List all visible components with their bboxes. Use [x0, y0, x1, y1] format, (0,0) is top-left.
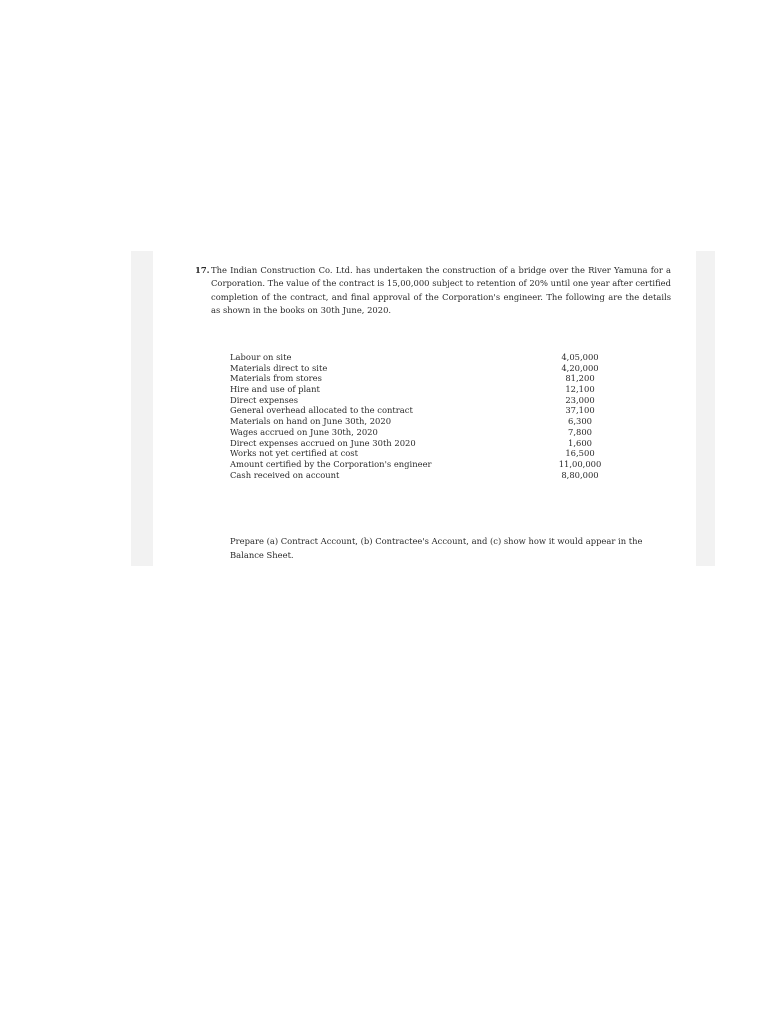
- detail-row-materials-stores: [230, 373, 610, 384]
- detail-row-works-uncertified: [230, 448, 610, 459]
- detail-row-overhead: [230, 405, 610, 416]
- detail-amount: 7,800: [568, 426, 592, 437]
- contract-details-list: [230, 352, 610, 480]
- detail-label: Wages accrued on June 30th, 2020: [230, 426, 378, 437]
- detail-label: Hire and use of plant: [230, 384, 320, 395]
- question-text: The Indian Construction Co. Ltd. has undertaken the construction of a bridge over the River Yamuna for a Corporation. The value of the contract is 15,00,000 subject to retention of 20% until one year after certified completion of the contract, and final approval of the Corporation's engineer. The following are the details as shown in the books on 30th June, 2020.: [211, 265, 671, 315]
- detail-row-expenses-accrued: [230, 438, 610, 449]
- detail-amount: 11,00,000: [558, 458, 602, 469]
- detail-row-amount-certified: [230, 459, 610, 470]
- detail-amount: 8,80,000: [561, 469, 599, 480]
- detail-amount: 37,100: [565, 405, 595, 416]
- question-number: 17.: [195, 265, 210, 275]
- detail-amount: 81,200: [565, 373, 595, 384]
- detail-row-labour: [230, 352, 610, 363]
- detail-amount: 16,500: [565, 448, 595, 459]
- detail-label: Materials direct to site: [230, 362, 328, 373]
- detail-row-wages-accrued: [230, 427, 610, 438]
- detail-label: Materials on hand on June 30th, 2020: [230, 416, 392, 427]
- detail-amount: 12,100: [565, 384, 595, 395]
- detail-label: Works not yet certified at cost: [230, 448, 358, 459]
- instruction-text: Prepare (a) Contract Account, (b) Contractee's Account, and (c) show how it would appear in the Balance Sheet.: [230, 536, 643, 560]
- question-paragraph: [195, 264, 671, 317]
- detail-label: Direct expenses accrued on June 30th 2020: [230, 437, 416, 448]
- detail-label: Direct expenses: [230, 394, 299, 405]
- detail-label: Amount certified by the Corporation's engineer: [230, 458, 432, 469]
- detail-amount: 6,300: [568, 416, 592, 427]
- detail-amount: 4,05,000: [561, 352, 599, 362]
- detail-row-materials-direct: [230, 363, 610, 374]
- detail-label: Cash received on account: [230, 469, 340, 480]
- detail-row-materials-on-hand: [230, 416, 610, 427]
- detail-amount: 4,20,000: [561, 362, 599, 373]
- detail-row-plant-hire: [230, 384, 610, 395]
- detail-amount: 23,000: [565, 394, 595, 405]
- detail-label: Materials from stores: [230, 373, 322, 384]
- detail-label: Labour on site: [230, 352, 292, 362]
- detail-amount: 1,600: [568, 437, 592, 448]
- detail-row-direct-expenses: [230, 395, 610, 406]
- detail-label: General overhead allocated to the contract: [230, 405, 413, 416]
- detail-row-cash-received: [230, 470, 610, 481]
